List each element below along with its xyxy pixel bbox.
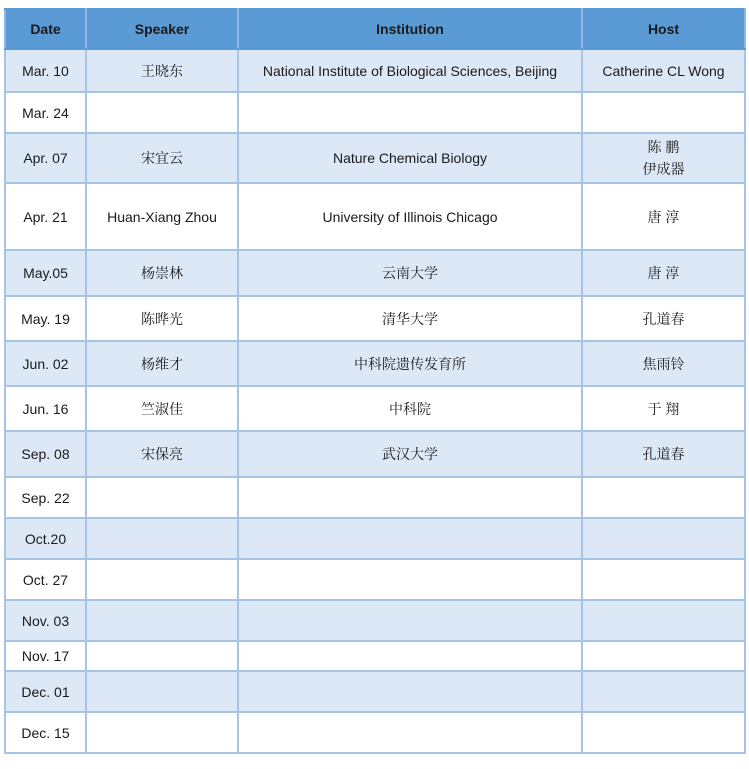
- cell-host: [582, 49, 745, 92]
- cell-speaker: [86, 518, 238, 559]
- cell-speaker: [86, 641, 238, 671]
- host-name: 唐 淳: [647, 208, 680, 225]
- cell-date: May. 19: [5, 296, 86, 341]
- schedule-table: [4, 8, 746, 754]
- cell-institution: [238, 92, 582, 133]
- cell-host: [582, 386, 745, 431]
- host-name: 唐 淳: [647, 265, 680, 281]
- cell-institution: 武汉大学: [238, 431, 582, 477]
- cell-institution: 云南大学: [238, 250, 582, 296]
- table-header-row: [5, 9, 745, 49]
- cell-institution: National Institute of Biological Sciences, Beijing: [238, 49, 582, 92]
- table-row: [5, 133, 745, 183]
- host-name: 焦雨铃: [642, 355, 685, 372]
- cell-host: [582, 712, 745, 753]
- table-row: [5, 296, 745, 341]
- cell-host: [582, 183, 745, 250]
- cell-speaker: [86, 600, 238, 641]
- cell-host: [582, 92, 745, 133]
- cell-date: Dec. 01: [5, 671, 86, 712]
- table-row: [5, 518, 745, 559]
- cell-institution: [238, 671, 582, 712]
- cell-institution: [238, 641, 582, 671]
- cell-host: [582, 671, 745, 712]
- cell-speaker: [86, 671, 238, 712]
- cell-speaker: [86, 477, 238, 518]
- cell-speaker: 杨崇林: [86, 250, 238, 296]
- table-row: [5, 386, 745, 431]
- cell-institution: 清华大学: [238, 296, 582, 341]
- cell-institution: 中科院遗传发育所: [238, 341, 582, 386]
- host-name: 伊成器: [642, 161, 685, 177]
- cell-institution: [238, 600, 582, 641]
- cell-date: Mar. 10: [5, 49, 86, 92]
- header-speaker: Speaker: [86, 9, 238, 49]
- table-row: [5, 712, 745, 753]
- cell-institution: University of Illinois Chicago: [238, 183, 582, 250]
- table-row: [5, 250, 745, 296]
- table-row: [5, 431, 745, 477]
- cell-institution: [238, 712, 582, 753]
- cell-date: Mar. 24: [5, 92, 86, 133]
- cell-speaker: [86, 712, 238, 753]
- cell-speaker: 宋保亮: [86, 431, 238, 477]
- header-host: Host: [582, 9, 745, 49]
- cell-date: Oct.20: [5, 518, 86, 559]
- cell-host: [582, 341, 745, 386]
- cell-speaker: [86, 559, 238, 600]
- host-name: Catherine CL Wong: [602, 62, 725, 79]
- table-row: [5, 641, 745, 671]
- host-name: 陈 鹏: [647, 139, 680, 155]
- cell-speaker: 陈晔光: [86, 296, 238, 341]
- cell-date: May.05: [5, 250, 86, 296]
- host-name: 于 翔: [647, 400, 680, 417]
- cell-host: [582, 431, 745, 477]
- cell-institution: 中科院: [238, 386, 582, 431]
- host-name: 孔道春: [642, 310, 685, 327]
- table-row: [5, 671, 745, 712]
- cell-speaker: [86, 92, 238, 133]
- table-row: [5, 600, 745, 641]
- cell-date: Sep. 22: [5, 477, 86, 518]
- cell-date: Apr. 07: [5, 133, 86, 183]
- cell-institution: [238, 477, 582, 518]
- schedule-table-container: [4, 8, 744, 754]
- cell-date: Nov. 03: [5, 600, 86, 641]
- table-row: [5, 183, 745, 250]
- header-date: Date: [5, 9, 86, 49]
- cell-speaker: 杨维才: [86, 341, 238, 386]
- cell-speaker: 宋宜云: [86, 133, 238, 183]
- cell-date: Dec. 15: [5, 712, 86, 753]
- cell-speaker: 王晓东: [86, 49, 238, 92]
- host-name: 孔道春: [642, 446, 685, 462]
- table-body: [5, 49, 745, 753]
- table-row: [5, 49, 745, 92]
- cell-date: Jun. 02: [5, 341, 86, 386]
- cell-date: Apr. 21: [5, 183, 86, 250]
- table-row: [5, 559, 745, 600]
- cell-host: [582, 133, 745, 183]
- cell-host: [582, 296, 745, 341]
- cell-host: [582, 641, 745, 671]
- cell-institution: [238, 518, 582, 559]
- cell-speaker: Huan-Xiang Zhou: [86, 183, 238, 250]
- cell-date: Nov. 17: [5, 641, 86, 671]
- cell-host: [582, 600, 745, 641]
- table-row: [5, 477, 745, 518]
- cell-institution: [238, 559, 582, 600]
- cell-host: [582, 518, 745, 559]
- cell-host: [582, 559, 745, 600]
- table-row: [5, 341, 745, 386]
- header-institution: Institution: [238, 9, 582, 49]
- cell-date: Jun. 16: [5, 386, 86, 431]
- cell-host: [582, 250, 745, 296]
- cell-institution: Nature Chemical Biology: [238, 133, 582, 183]
- cell-host: [582, 477, 745, 518]
- cell-speaker: 竺淑佳: [86, 386, 238, 431]
- table-row: [5, 92, 745, 133]
- cell-date: Sep. 08: [5, 431, 86, 477]
- cell-date: Oct. 27: [5, 559, 86, 600]
